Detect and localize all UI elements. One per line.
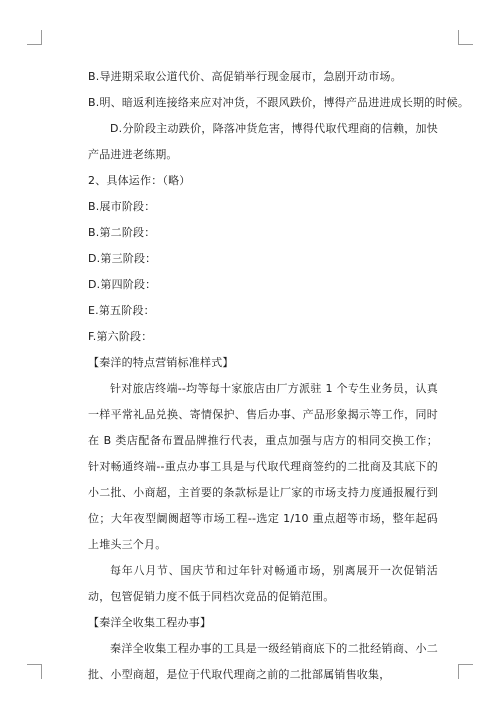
stage-item: D.第四阶段：	[88, 278, 157, 291]
section-title: 【秦洋全收集工程办事】	[88, 616, 212, 629]
stage-item: E.第五阶段：	[88, 304, 155, 317]
stage-item: B.展市阶段：	[88, 200, 156, 213]
stage-item: B.第二阶段：	[88, 226, 156, 239]
crop-mark-bottom-left	[27, 664, 42, 679]
crop-mark-bottom-right	[458, 664, 473, 679]
section-paragraph: 秦洋全收集工程办事的工具是一级经销商底下的二批经销商、小二批、小型商超，是位于代取代理商之前的二批部属销售收集，	[88, 642, 438, 681]
operation-heading: 2、具体运作：（略）	[88, 174, 191, 187]
section-title: 【秦洋的特点营销标准样式】	[88, 356, 234, 369]
strategy-line-b1: B.导进期采取公道代价、高促销举行现金展市，急剧开动市场。	[88, 70, 402, 83]
strategy-line-b2: B.明、暗返利连接络来应对冲货，不跟风跌价，博得产品进进成长期的时候。	[88, 96, 470, 109]
section-paragraph: 针对旅店终端--均等每十家旅店由厂方派驻 1 个专生业务员，认真一样平常礼品兑换、寄情保护、售后办事、产品形象揭示等工作，同时在 B 类店配备布置品牌推行代表，重点加强与店方的相同交换工作；针对畅通终端--重点办事工具是与代取代理商签约的二批商及其底下的小二批、小商超，主首要的条款标是让厂家的市场支持力度通报履行到位；大年夜型阛阓超等市场工程--选定 1/10 重点超等市场，整年起码上堆头三个月。	[88, 382, 438, 551]
crop-mark-top-left	[27, 30, 42, 45]
stage-item: F.第六阶段：	[88, 330, 153, 343]
crop-mark-top-right	[458, 30, 473, 45]
section-paragraph: 每年八月节、国庆节和过年针对畅通市场，别离展开一次促销活动，包管促销力度不低于同档次竞品的促销范围。	[88, 564, 438, 603]
document-page	[88, 64, 470, 688]
stage-item: D.第三阶段：	[88, 252, 157, 265]
strategy-line-d: D.分阶段主动跌价，降落冲货危害，博得代取代理商的信赖，加快产品进进老练期。	[88, 122, 438, 161]
